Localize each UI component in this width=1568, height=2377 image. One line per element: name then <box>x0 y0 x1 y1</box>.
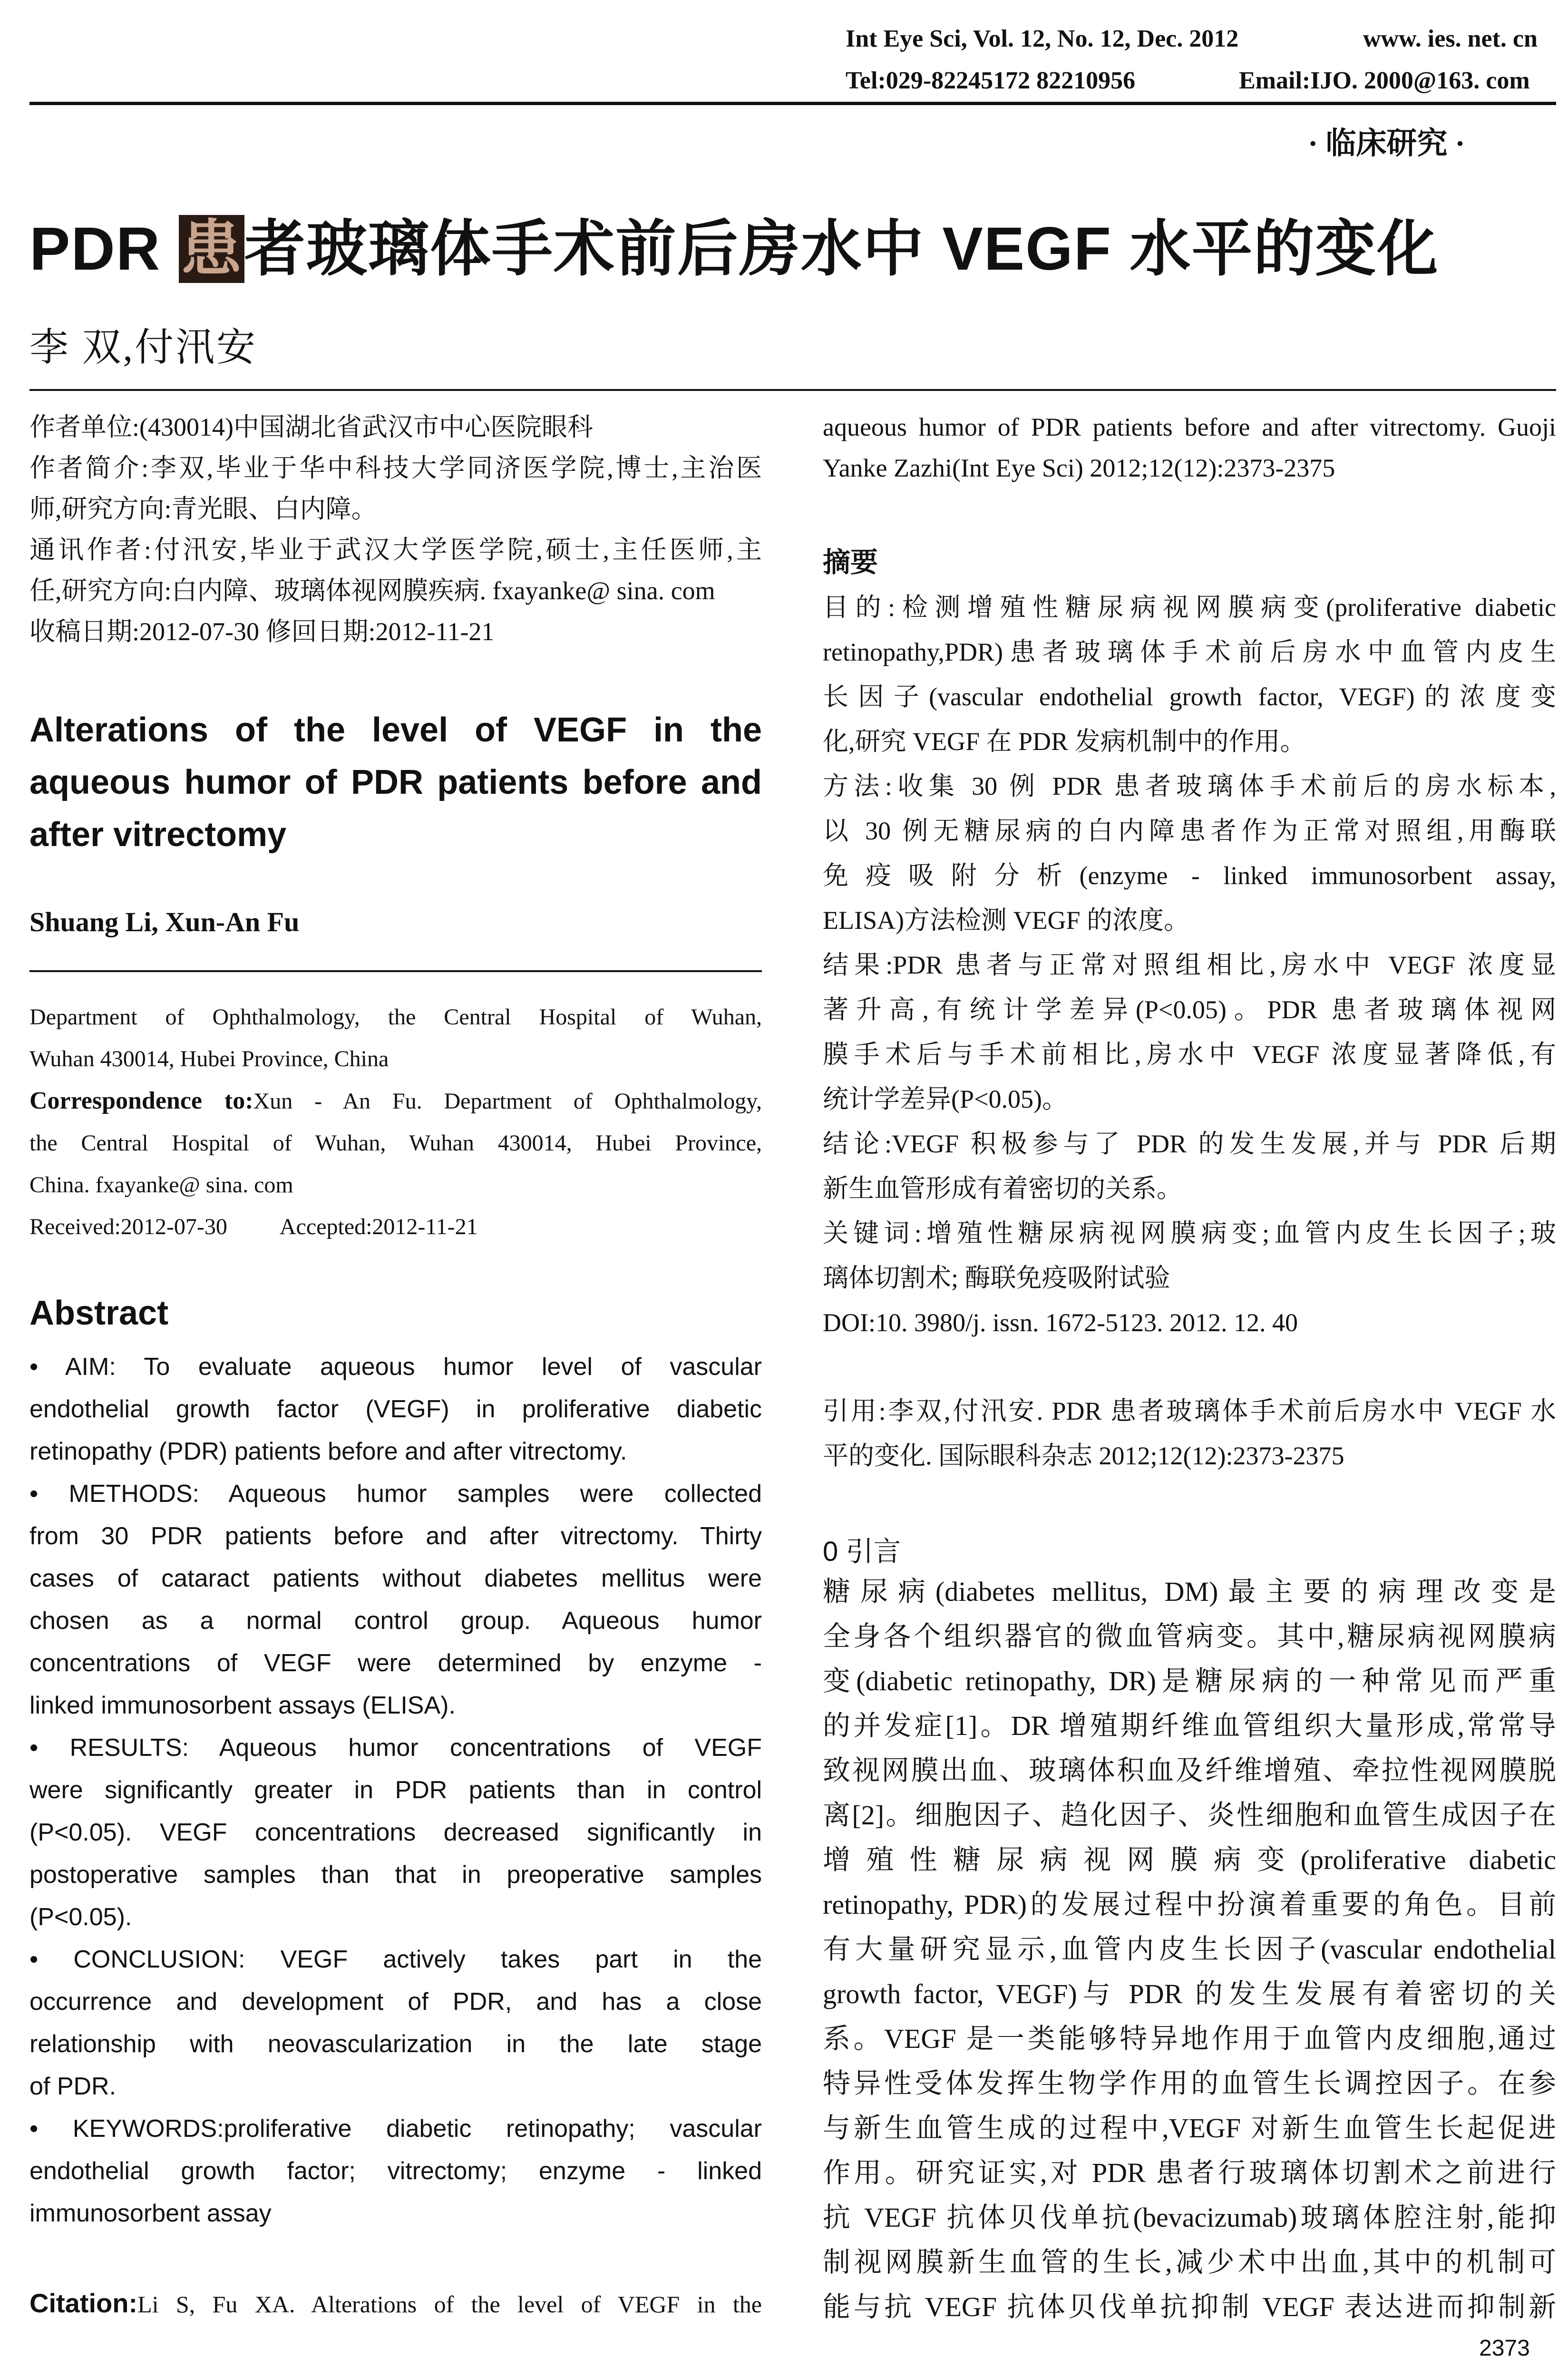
abstract-line: concentrations of VEGF were determined by enzyme - <box>29 1649 762 1677</box>
intro-line: 抗 VEGF 抗体贝伐单抗(bevacizumab)玻璃体腔注射,能抑 <box>823 2202 1556 2233</box>
abstract-cn-line: 方法:收集 30 例 PDR 患者玻璃体手术前后的房水标本, <box>823 772 1556 800</box>
title-en-line: after vitrectomy <box>29 816 287 854</box>
section-label: · 临床研究 · <box>1308 127 1465 160</box>
intro-line: 能与抗 VEGF 抗体贝伐单抗抑制 VEGF 表达进而抑制新 <box>823 2291 1556 2322</box>
abstract-line: of PDR. <box>29 2073 117 2100</box>
intro-line: 有大量研究显示,血管内皮生长因子(vascular endothelial <box>823 1934 1556 1965</box>
journal-info: Int Eye Sci, Vol. 12, No. 12, Dec. 2012 <box>846 25 1239 52</box>
citation-text: Li S, Fu XA. Alterations of the level of VEGF in the <box>137 2291 762 2318</box>
correspondence-line[interactable]: China. fxayanke@ sina. com <box>29 1172 293 1198</box>
abstract-line: occurrence and development of PDR, and has a close <box>29 1988 762 2016</box>
doi-line[interactable]: DOI:10. 3980/j. issn. 1672-5123. 2012. 12. 40 <box>823 1308 1298 1337</box>
intro-line: 与新生血管生成的过程中,VEGF 对新生血管生长起促进 <box>823 2113 1556 2143</box>
abstract-line: cases of cataract patients without diabetes mellitus were <box>29 1565 762 1592</box>
authors-rule <box>29 970 762 972</box>
header-rule <box>29 102 1556 105</box>
info-line: 收稿日期:2012-07-30 修回日期:2012-11-21 <box>29 617 495 646</box>
intro-line: 全身各个组织器官的微血管病变。其中,糖尿病视网膜病 <box>823 1621 1556 1652</box>
abstract-line: immunosorbent assay <box>29 2200 272 2227</box>
title-en-line: aqueous humor of PDR patients before and <box>29 763 762 801</box>
abstract-line: postoperative samples than that in preoperative samples <box>29 1861 762 1889</box>
authors-en: Shuang Li, Xun-An Fu <box>29 906 300 937</box>
intro-line: 离[2]。细胞因子、趋化因子、炎性细胞和血管生成因子在 <box>823 1800 1556 1831</box>
info-line: 通讯作者:付汛安,毕业于武汉大学医学院,硕士,主任医师,主 <box>29 536 762 564</box>
info-line: 任,研究方向:白内障、玻璃体视网膜疾病. fxayanke@ sina. com <box>29 576 715 605</box>
intro-line: growth factor, VEGF)与 PDR 的发生发展有着密切的关 <box>823 1978 1556 2009</box>
abstract-cn-line: 目的:检测增殖性糖尿病视网膜病变(proliferative diabetic <box>823 593 1556 622</box>
abstract-en-body <box>29 1346 762 2235</box>
abstract-cn-line: 长因子(vascular endothelial growth factor, VEGF)的浓度变 <box>823 682 1556 711</box>
abstract-line: • AIM: To evaluate aqueous humor level of vascular <box>29 1353 762 1381</box>
citation-line: aqueous humor of PDR patients before and after vitrectomy. Guoji <box>823 413 1556 441</box>
abstract-line: (P<0.05). VEGF concentrations decreased significantly in <box>29 1819 762 1846</box>
correspondence-line <box>29 1080 762 1122</box>
intro-line: 制视网膜新生血管的生长,减少术中出血,其中的机制可 <box>823 2247 1556 2278</box>
abstract-line: linked immunosorbent assays (ELISA). <box>29 1692 456 1719</box>
author-info-block <box>29 407 762 652</box>
abstract-cn-line: ELISA)方法检测 VEGF 的浓度。 <box>823 906 1189 935</box>
intro-heading: 0 引言 <box>823 1536 901 1567</box>
title-en-line: Alterations of the level of VEGF in the <box>29 711 762 749</box>
abstract-cn-line: 化,研究 VEGF 在 PDR 发病机制中的作用。 <box>823 727 1306 756</box>
citation-line: Yanke Zazhi(Int Eye Sci) 2012;12(12):2373-2375 <box>823 454 1335 482</box>
journal-email[interactable]: Email:IJO. 2000@163. com <box>1239 67 1530 94</box>
abstract-line: were significantly greater in PDR patients than in control <box>29 1776 762 1804</box>
authors-cn: 李 双,付汛安 <box>29 326 258 369</box>
intro-line: 致视网膜出血、玻璃体积血及纤维增殖、牵拉性视网膜脱 <box>823 1755 1556 1786</box>
abstract-cn-line: 统计学差异(P<0.05)。 <box>823 1085 1068 1113</box>
citation-cn-line: 引用:李双,付汛安. PDR 患者玻璃体手术前后房水中 VEGF 水 <box>823 1397 1556 1425</box>
abstract-line: • METHODS: Aqueous humor samples were collected <box>29 1480 762 1508</box>
abstract-line: • CONCLUSION: VEGF actively takes part in the <box>29 1946 762 1973</box>
citation-continued <box>823 407 1556 488</box>
intro-line: 系。VEGF 是一类能够特异地作用于血管内皮细胞,通过 <box>823 2023 1556 2054</box>
intro-body <box>823 1569 1556 2329</box>
affiliation-block <box>29 996 762 1248</box>
correspondence-line: the Central Hospital of Wuhan, Wuhan 430014, Hubei Province, <box>29 1130 762 1156</box>
received-date: Received:2012-07-30 <box>29 1214 227 1239</box>
correspondence-text: Xun - An Fu. Department of Ophthalmology, <box>253 1089 762 1114</box>
accepted-date: Accepted:2012-11-21 <box>279 1214 478 1239</box>
title-rest: 者玻璃体手术前后房水中 VEGF 水平的变化 <box>244 215 1439 283</box>
intro-line: 作用。研究证实,对 PDR 患者行玻璃体切割术之前进行 <box>823 2157 1556 2188</box>
abstract-cn-line: 新生血管形成有着密切的关系。 <box>823 1174 1182 1203</box>
abstract-line: • RESULTS: Aqueous humor concentrations of VEGF <box>29 1734 762 1762</box>
article-title-en <box>29 704 762 861</box>
info-line: 师,研究方向:青光眼、白内障。 <box>29 495 377 523</box>
abstract-line: retinopathy (PDR) patients before and after vitrectomy. <box>29 1438 627 1465</box>
abstract-line: • KEYWORDS:proliferative diabetic retinopathy; vascular <box>29 2115 762 2143</box>
citation-cn <box>823 1389 1556 1478</box>
abstract-cn-line: 璃体切割术; 酶联免疫吸附试验 <box>823 1264 1170 1292</box>
title-prefix: PDR <box>29 215 179 283</box>
abstract-cn-line: 以 30 例无糖尿病的白内障患者作为正常对照组,用酶联 <box>823 817 1556 845</box>
intro-line: 特异性受体发挥生物学作用的血管生长调控因子。在参 <box>823 2068 1556 2099</box>
dates-line <box>29 1206 762 1248</box>
abstract-cn-body <box>823 585 1556 1345</box>
abstract-cn-line: 结论:VEGF 积极参与了 PDR 的发生发展,并与 PDR 后期 <box>823 1130 1556 1158</box>
title-highlighted-char: 患 <box>179 215 244 283</box>
correspondence-label: Correspondence to: <box>29 1087 253 1114</box>
abstract-line: from 30 PDR patients before and after vitrectomy. Thirty <box>29 1522 762 1550</box>
page-number: 2373 <box>1479 2336 1530 2361</box>
abstract-line: endothelial growth factor; vitrectomy; enzyme - linked <box>29 2157 762 2185</box>
abstract-cn-line: retinopathy,PDR)患者玻璃体手术前后房水中血管内皮生 <box>823 638 1556 666</box>
abstract-heading: Abstract <box>29 1294 169 1332</box>
abstract-line: endothelial growth factor (VEGF) in proliferative diabetic <box>29 1395 762 1423</box>
title-rule <box>29 389 1556 391</box>
citation-cn-line: 平的变化. 国际眼科杂志 2012;12(12):2373-2375 <box>823 1442 1344 1470</box>
abstract-cn-line: 免疫吸附分析(enzyme - linked immunosorbent assay, <box>823 861 1556 890</box>
affiliation-line: Department of Ophthalmology, the Central Hospital of Wuhan, <box>29 1004 762 1030</box>
abstract-cn-line: 结果:PDR 患者与正常对照组相比,房水中 VEGF 浓度显 <box>823 951 1556 979</box>
abstract-cn-line: 关键词:增殖性糖尿病视网膜病变;血管内皮生长因子;玻 <box>823 1219 1556 1247</box>
abstract-line: (P<0.05). <box>29 1903 132 1931</box>
abstract-line: relationship with neovascularization in the late stage <box>29 2030 762 2058</box>
journal-telephone: Tel:029-82245172 82210956 <box>846 67 1136 94</box>
info-line: 作者单位:(430014)中国湖北省武汉市中心医院眼科 <box>29 413 593 441</box>
abstract-cn-line: 膜手术后与手术前相比,房水中 VEGF 浓度显著降低,有 <box>823 1040 1556 1069</box>
affiliation-line: Wuhan 430014, Hubei Province, China <box>29 1046 389 1072</box>
abstract-cn-line: 著升高,有统计学差异(P<0.05)。PDR 患者玻璃体视网 <box>823 995 1556 1024</box>
intro-line: 的并发症[1]。DR 增殖期纤维血管组织大量形成,常常导 <box>823 1710 1556 1741</box>
intro-line: retinopathy, PDR)的发展过程中扮演着重要的角色。目前 <box>823 1889 1556 1920</box>
intro-line: 变(diabetic retinopathy, DR)是糖尿病的一种常见而严重 <box>823 1666 1556 1696</box>
article-title-cn <box>29 200 1439 287</box>
intro-line: 增殖性糖尿病视网膜病变(proliferative diabetic <box>823 1844 1556 1875</box>
intro-line: 糖尿病(diabetes mellitus, DM)最主要的病理改变是 <box>823 1576 1556 1607</box>
info-line: 作者简介:李双,毕业于华中科技大学同济医学院,博士,主治医 <box>29 454 762 482</box>
journal-website[interactable]: www. ies. net. cn <box>1363 25 1538 52</box>
citation-en <box>29 2288 762 2319</box>
citation-label: Citation: <box>29 2288 138 2318</box>
abstract-cn-heading: 摘要 <box>823 547 878 578</box>
abstract-line: chosen as a normal control group. Aqueous humor <box>29 1607 762 1635</box>
